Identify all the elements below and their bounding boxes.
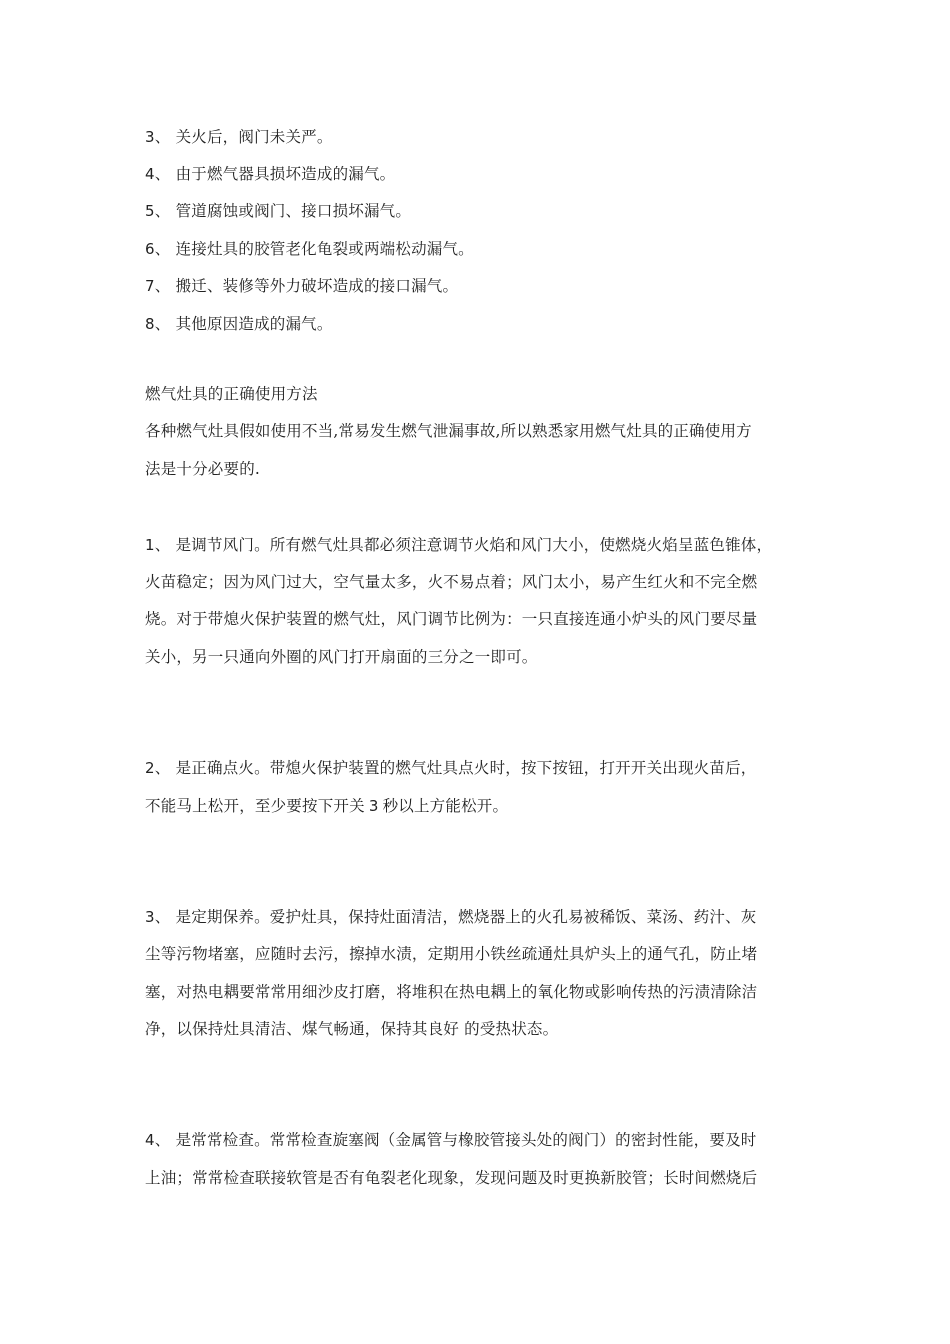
method-4-line: 4、 是常常检查。常常检查旋塞阀（金属管与橡胶管接头处的阀门）的密封性能，要及时 <box>145 1131 757 1149</box>
list-item: 6、 连接灶具的胶管老化龟裂或两端松动漏气。 <box>145 240 474 258</box>
method-1-line: 火苗稳定；因为风门过大，空气量太多，火不易点着；风门太小，易产生红火和不完全燃 <box>145 573 758 591</box>
list-item: 7、 搬迁、装修等外力破坏造成的接口漏气。 <box>145 277 459 295</box>
method-1-line: 1、 是调节风门。所有燃气灶具都必须注意调节火焰和风门大小，使燃烧火焰呈蓝色锥体， <box>145 536 773 554</box>
method-2-line: 2、 是正确点火。带熄火保护装置的燃气灶具点火时，按下按钮，打开开关出现火苗后， <box>145 759 757 777</box>
method-1-line: 烧。对于带熄火保护装置的燃气灶，风门调节比例为：一只直接连通小炉头的风门要尽量 <box>145 610 758 628</box>
method-4-line: 上油；常常检查联接软管是否有龟裂老化现象，发现问题及时更换新胶管；长时间燃烧后 <box>145 1169 758 1187</box>
list-item: 5、 管道腐蚀或阀门、接口损坏漏气。 <box>145 202 412 220</box>
list-item: 8、 其他原因造成的漏气。 <box>145 315 333 333</box>
method-3-line: 塞，对热电耦要常常用细沙皮打磨，将堆积在热电耦上的氧化物或影响传热的污渍清除洁 <box>145 983 758 1001</box>
intro-line: 各种燃气灶具假如使用不当,常易发生燃气泄漏事故,所以熟悉家用燃气灶具的正确使用方 <box>145 422 752 440</box>
method-3-line: 尘等污物堵塞，应随时去污，擦掉水渍，定期用小铁丝疏通灶具炉头上的通气孔，防止堵 <box>145 945 758 963</box>
section-title: 燃气灶具的正确使用方法 <box>145 385 318 403</box>
method-1-line: 关小，另一只通向外圈的风门打开扇面的三分之一即可。 <box>145 648 538 666</box>
method-2-line: 不能马上松开，至少要按下开关 3 秒以上方能松开。 <box>145 797 509 815</box>
intro-line: 法是十分必要的. <box>145 460 261 478</box>
method-3-line: 净，以保持灶具清洁、煤气畅通，保持其良好 的受热状态。 <box>145 1020 559 1038</box>
list-item: 3、 关火后，阀门未关严。 <box>145 128 333 146</box>
method-3-line: 3、 是定期保养。爱护灶具，保持灶面清洁，燃烧器上的火孔易被稀饭、菜汤、药汁、灰 <box>145 908 757 926</box>
list-item: 4、 由于燃气器具损坏造成的漏气。 <box>145 165 396 183</box>
